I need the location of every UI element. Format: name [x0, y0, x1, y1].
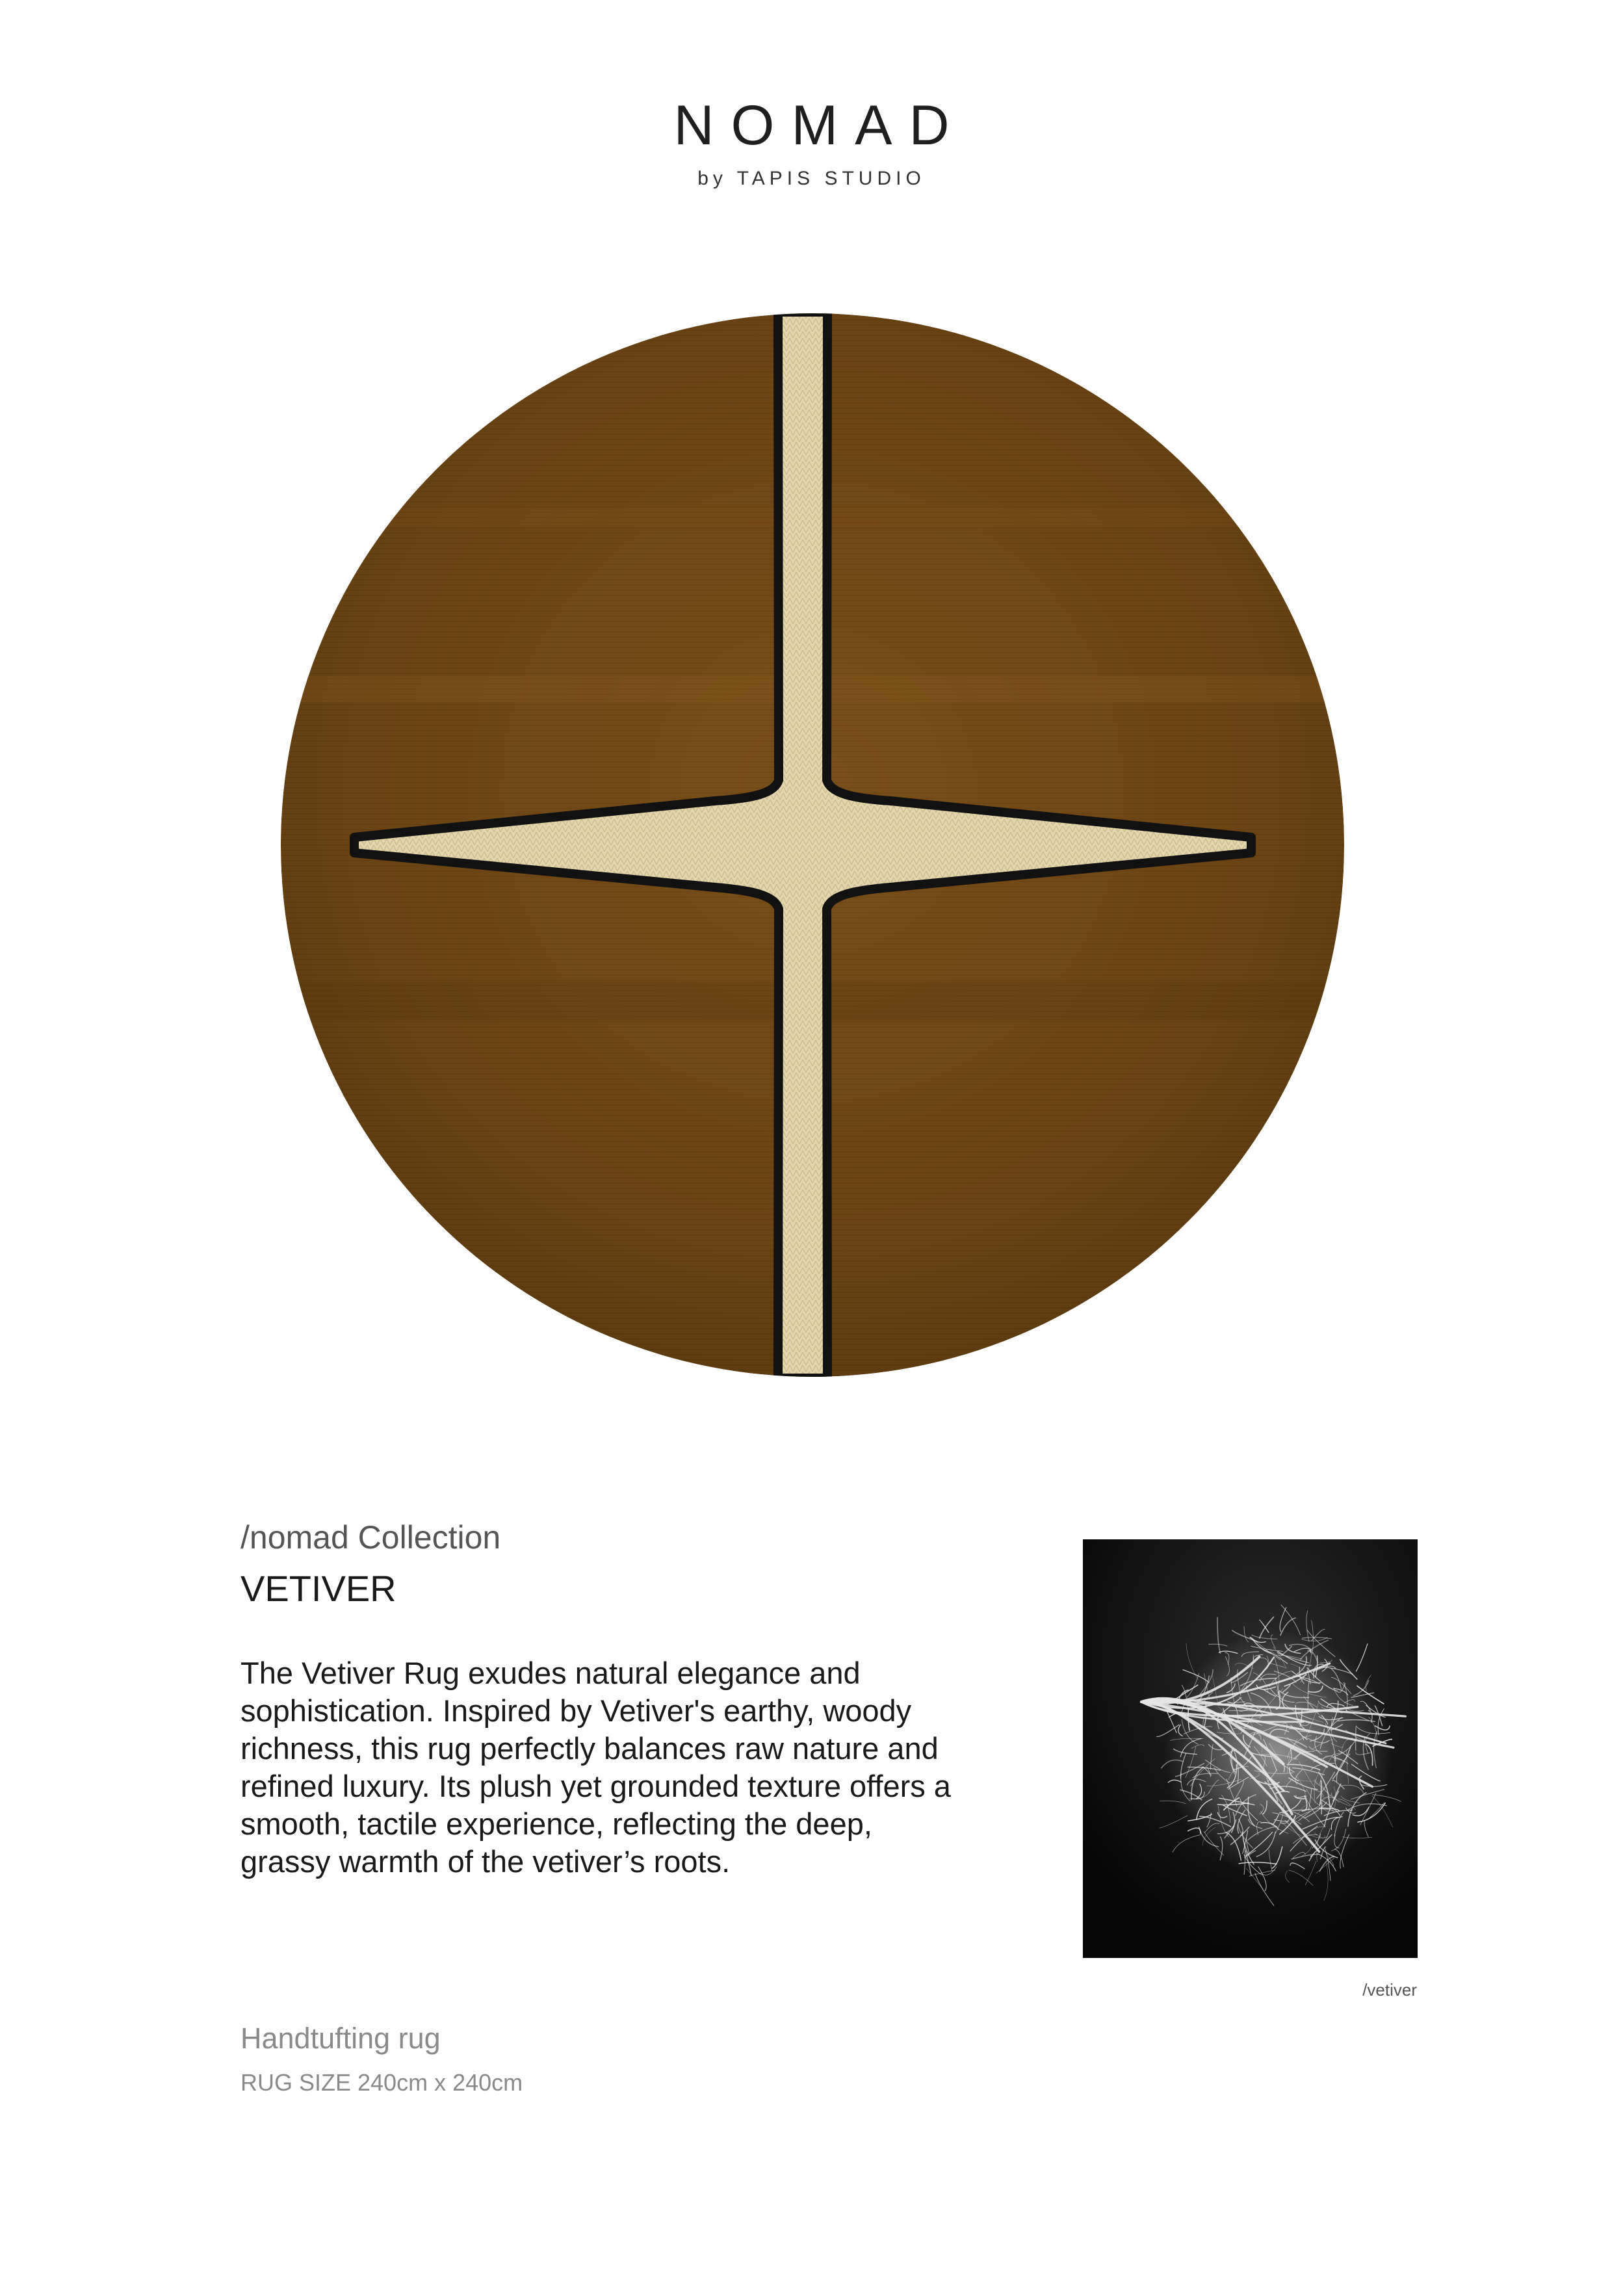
brand-name: NOMAD: [673, 94, 967, 157]
vetiver-roots-photo: [1083, 1539, 1418, 1958]
collection-label: /nomad Collection: [240, 1519, 501, 1556]
technique-label: Handtufting rug: [240, 2022, 441, 2055]
product-title: VETIVER: [240, 1568, 396, 1609]
photo-caption: /vetiver: [1362, 1980, 1417, 2000]
size-label: RUG SIZE 240cm x 240cm: [240, 2069, 523, 2096]
brand-tagline: by TAPIS STUDIO: [697, 168, 926, 189]
product-description: The Vetiver Rug exudes natural elegance and sophistication. Inspired by Vetiver's earthy, woody richness, this rug perfectly balances raw nature and refined luxury. Its plush yet grounded texture offers a smooth, tactile experience, reflecting the deep, grassy warmth of the vetiver’s roots.: [240, 1656, 951, 1879]
brand-logo: [0, 94, 1623, 190]
rug-image: [279, 312, 1345, 1378]
